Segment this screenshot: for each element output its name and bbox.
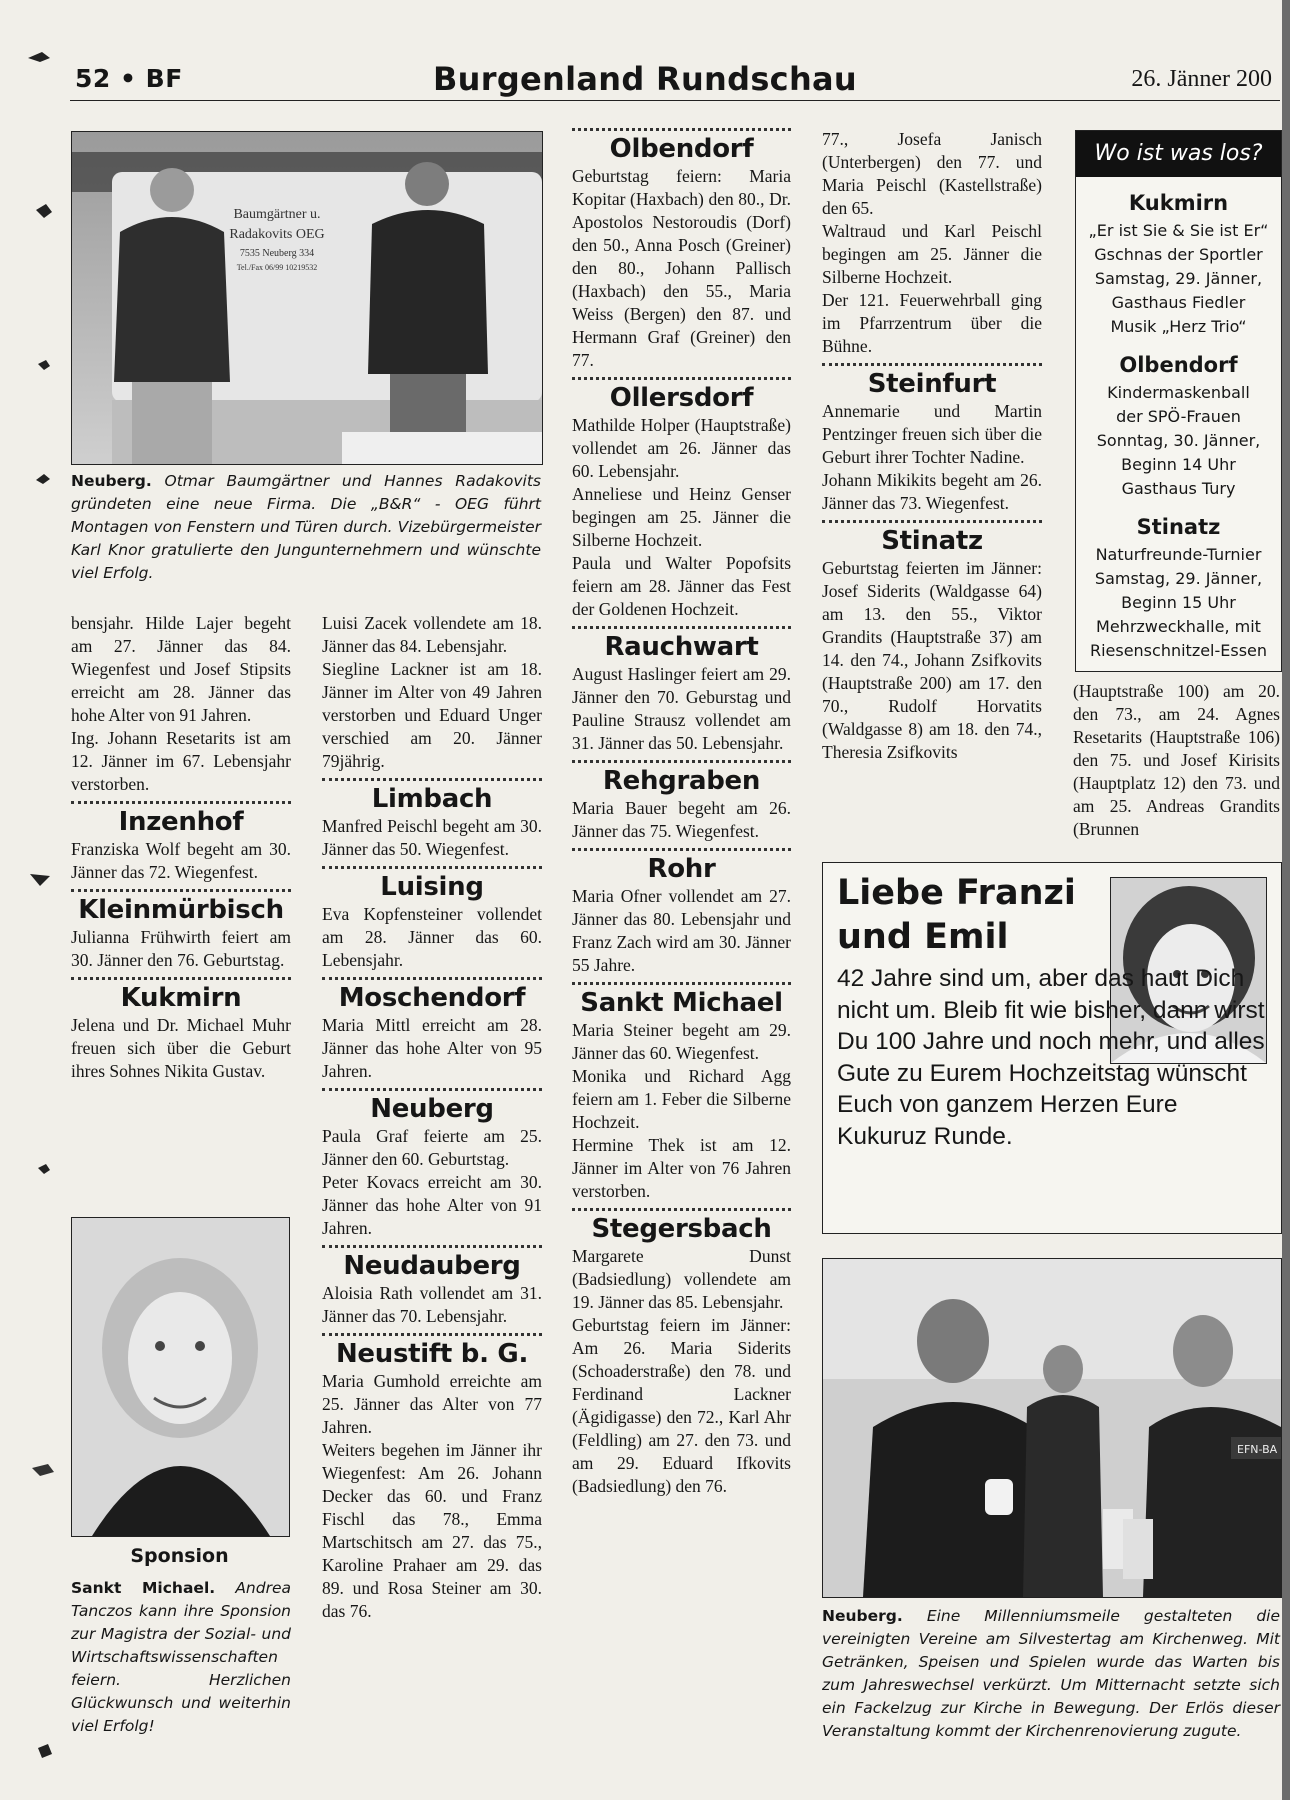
- section-divider: [572, 377, 791, 380]
- section-title: Inzenhof: [118, 807, 244, 837]
- article-text: Aloisia Rath vollendet am 31. Jänner das 70. Lebensjahr.: [322, 1283, 542, 1326]
- section-divider: [322, 866, 542, 869]
- article-text: Maria Mittl erreicht am 28. Jänner das hohe Alter von 95 Jahren.: [322, 1015, 542, 1081]
- binder-marks: [22, 40, 62, 1780]
- event-line: Musik „Herz Trio“: [1110, 317, 1247, 336]
- header-rule: [70, 100, 1280, 101]
- section-title: Luising: [380, 872, 484, 902]
- van-sign-line: Radakovits OEG: [229, 227, 325, 242]
- sponsion-heading: Sponsion: [130, 1545, 229, 1567]
- article-text: Peter Kovacs erreicht am 30. Jänner das hohe Alter von 91 Jahren.: [322, 1172, 542, 1238]
- jacket-badge: EFN-BA: [1237, 1443, 1278, 1456]
- article-text: Der 121. Feuerwehrball ging im Pfarrzentrum über die Bühne.: [822, 290, 1042, 356]
- article-text: Margarete Dunst (Badsiedlung) vollendete am 19. Jänner das 85. Lebensjahr.: [572, 1246, 791, 1312]
- section-title: Moschendorf: [338, 983, 526, 1013]
- column-4: [822, 128, 1042, 764]
- article-text: (Hauptstraße 100) am 20. den 73., am 24. Agnes Resetarits (Hauptstraße 106) den 75. und Josef Kirisits (Hauptplatz 12) den 73. und am 25. Andreas Grandits (Brunnen: [1073, 681, 1280, 839]
- section-divider: [322, 1088, 542, 1091]
- issue-date: 26. Jänner 200: [1131, 66, 1272, 92]
- event-line: Gasthaus Tury: [1121, 479, 1236, 498]
- section-divider: [322, 1333, 542, 1336]
- section-title: Rehgraben: [602, 766, 761, 796]
- scan-edge: [1282, 0, 1290, 1800]
- event-place: Stinatz: [1136, 515, 1221, 539]
- photo-caption: [71, 470, 541, 585]
- van-sign: [229, 207, 324, 272]
- photo-caption: [822, 1605, 1280, 1743]
- event-line: Samstag, 29. Jänner,: [1094, 269, 1263, 288]
- section-title: Rohr: [647, 854, 716, 884]
- event-line: Naturfreunde-Turnier: [1095, 545, 1262, 564]
- caption-text: Otmar Baumgärtner und Hannes Radakovits gründeten eine neue Firma. Die „B&R“ - OEG führt Montagen von Fenstern und Türen durch. Vizebürgermeister Karl Knor gratulierte den Jungunternehmern und wünschte viel Erfolg.: [71, 472, 541, 582]
- article-text: Geburtstag feiern im Jänner: Am 26. Maria Siderits (Schoaderstraße) den 78. und Ferdinand Lackner (Ägidigasse) den 72., Karl Ahr (Feldling) am 27. den 73. und am 29. Eduard Ifkovits (Badsiedlung) den 76.: [572, 1315, 791, 1496]
- photo-caption: [71, 1577, 291, 1738]
- event-line: Sonntag, 30. Jänner,: [1096, 431, 1261, 450]
- column-2: [322, 612, 542, 1623]
- article-text: Johann Mikikits begeht am 26. Jänner das 73. Wiegenfest.: [822, 470, 1042, 513]
- photo-neuberg-firm: [71, 131, 543, 465]
- section-title: Sankt Michael: [580, 988, 783, 1018]
- ad-title-line: Liebe Franzi: [837, 873, 1076, 913]
- article-text: Siegline Lackner ist am 18. Jänner im Alter von 49 Jahren verstorben und Eduard Unger verschied am 20. Jänner 79jährig.: [322, 659, 542, 771]
- section-divider: [322, 1245, 542, 1248]
- article-text: Maria Steiner begeht am 29. Jänner das 60. Wiegenfest.: [572, 1020, 791, 1063]
- section-title: Olbendorf: [609, 134, 754, 164]
- section-divider: [322, 778, 542, 781]
- section-title: Neuberg: [370, 1094, 494, 1124]
- section-divider: [572, 626, 791, 629]
- article-text: Weiters begehen im Jänner ihr Wiegenfest: Am 26. Johann Decker das 60. und Franz Fischl das 78., Emma Martschitsch am 27. das 75., Karoline Prahaer am 29. das 89. und Rosa Steiner am 30. das 76.: [322, 1440, 542, 1621]
- event-line: Beginn 14 Uhr: [1121, 455, 1236, 474]
- section-title: Stegersbach: [591, 1214, 772, 1244]
- events-box-title: Wo ist was los?: [1076, 131, 1281, 177]
- article-text: Eva Kopfensteiner vollendet am 28. Jänner das 60. Lebensjahr.: [322, 904, 542, 970]
- article-text: Paula und Walter Popofsits feiern am 28. Jänner das Fest der Goldenen Hochzeit.: [572, 553, 791, 619]
- caption-place: Neuberg.: [71, 472, 152, 490]
- events-box: [1075, 130, 1282, 672]
- article-text: Hermine Thek ist am 12. Jänner im Alter von 76 Jahren verstorben.: [572, 1135, 791, 1201]
- article-text: Mathilde Holper (Hauptstraße) vollendet am 26. Jänner das 60. Lebensjahr.: [572, 415, 791, 481]
- event-line: Beginn 15 Uhr: [1121, 593, 1236, 612]
- van-sign-line: Baumgärtner u.: [233, 207, 321, 222]
- section-divider: [71, 977, 291, 980]
- event-line: Riesenschnitzel-Essen: [1089, 641, 1268, 660]
- section-title: Ollersdorf: [609, 383, 754, 413]
- section-title: Rauchwart: [604, 632, 759, 662]
- caption-place: Neuberg.: [822, 1607, 903, 1625]
- section-divider: [572, 982, 791, 985]
- ad-title-line: und Emil: [837, 917, 1009, 957]
- column-3: [572, 128, 791, 1498]
- column-5: [1073, 680, 1280, 841]
- section-divider: [822, 520, 1042, 523]
- section-divider: [572, 128, 791, 131]
- article-text: Julianna Frühwirth feiert am 30. Jänner den 76. Geburtstag.: [71, 927, 291, 970]
- section-divider: [572, 848, 791, 851]
- event-line: Samstag, 29. Jänner,: [1094, 569, 1263, 588]
- event-line: „Er ist Sie & Sie ist Er“: [1088, 221, 1269, 240]
- article-text: Waltraud und Karl Peischl begingen am 25. Jänner die Silberne Hochzeit.: [822, 221, 1042, 287]
- event-line: Gasthaus Fiedler: [1111, 293, 1246, 312]
- column-1: [71, 612, 291, 1083]
- section-divider: [822, 363, 1042, 366]
- van-sign-line: Tel./Fax 06/99 10219532: [236, 263, 318, 272]
- article-text: 77., Josefa Janisch (Unterbergen) den 77. und Maria Peischl (Kastellstraße) den 65.: [822, 129, 1042, 218]
- photo-sponsion-portrait: [71, 1217, 290, 1537]
- section-divider: [572, 1208, 791, 1211]
- event-line: Kindermaskenball: [1107, 383, 1250, 402]
- newspaper-title: Burgenland Rundschau: [432, 60, 857, 98]
- article-text: Manfred Peischl begeht am 30. Jänner das 50. Wiegenfest.: [322, 816, 542, 859]
- ad-title: [837, 871, 1076, 959]
- caption-place: Sankt Michael.: [71, 1579, 216, 1597]
- article-text: Paula Graf feierte am 25. Jänner den 60. Geburtstag.: [322, 1126, 542, 1169]
- section-title: Limbach: [371, 784, 493, 814]
- event-place: Kukmirn: [1128, 191, 1229, 215]
- section-title: Stinatz: [881, 526, 983, 556]
- article-text: Franziska Wolf begeht am 30. Jänner das 72. Wiegenfest.: [71, 839, 291, 882]
- event-line: Mehrzweckhalle, mit: [1096, 617, 1261, 636]
- van-sign-line: 7535 Neuberg 334: [239, 248, 315, 259]
- greeting-ad: [822, 862, 1282, 1234]
- section-title: Kukmirn: [120, 983, 242, 1013]
- section-title: Neustift b. G.: [335, 1339, 529, 1369]
- article-text: bensjahr. Hilde Lajer begeht am 27. Jänner das 84. Wiegenfest und Josef Stipsits erreicht am 28. Jänner das hohe Alter von 91 Jahren.: [71, 613, 291, 725]
- article-text: Geburtstag feiern: Maria Kopitar (Haxbach) den 80., Dr. Apostolos Nestoroudis (Dorf) den 50., Anna Posch (Greiner) den 80., Johann Pallisch (Haxbach) den 55., Maria Weiss (Bergen) den 87. und Hermann Graf (Greiner) den 77.: [572, 166, 791, 370]
- section-divider: [322, 977, 542, 980]
- event-line: Gschnas der Sportler: [1094, 245, 1263, 264]
- event-place: Olbendorf: [1119, 353, 1238, 377]
- photo-millennium-event: [822, 1258, 1282, 1598]
- section-title: Kleinmürbisch: [78, 895, 284, 925]
- article-text: Jelena und Dr. Michael Muhr freuen sich über die Geburt ihres Sohnes Nikita Gustav.: [71, 1015, 291, 1081]
- event-line: der SPÖ-Frauen: [1116, 407, 1241, 426]
- article-text: Ing. Johann Resetarits ist am 12. Jänner im 67. Lebensjahr verstorben.: [71, 728, 291, 794]
- article-text: Maria Gumhold erreichte am 25. Jänner das Alter von 77 Jahren.: [322, 1371, 542, 1437]
- section-title: Steinfurt: [867, 369, 997, 399]
- section-divider: [71, 801, 291, 804]
- article-text: Maria Bauer begeht am 26. Jänner das 75. Wiegenfest.: [572, 798, 791, 841]
- article-text: Annemarie und Martin Pentzinger freuen sich über die Geburt ihrer Tochter Nadine.: [822, 401, 1042, 467]
- section-divider: [572, 760, 791, 763]
- ad-body: 42 Jahre sind um, aber das haut Dich nicht um. Bleib fit wie bisher, dann wirst Du 100 Jahre und noch mehr, und alles Gute zu Eurem Hochzeitstag wünscht Euch von ganzem Herzen Eure Kukuruz Runde.: [837, 965, 1265, 1150]
- caption-text: Andrea Tanczos kann ihre Sponsion zur Magistra der Sozial- und Wirtschaftswissenschaften feiern. Herzlichen Glückwunsch und weiterhin viel Erfolg!: [71, 1579, 291, 1735]
- article-text: Luisi Zacek vollendete am 18. Jänner das 84. Lebensjahr.: [322, 613, 542, 656]
- article-text: Anneliese und Heinz Genser begingen am 25. Jänner die Silberne Hochzeit.: [572, 484, 791, 550]
- page-number-section: 52 • BF: [75, 64, 183, 93]
- article-text: Monika und Richard Agg feiern am 1. Feber die Silberne Hochzeit.: [572, 1066, 791, 1132]
- article-text: August Haslinger feiert am 29. Jänner den 70. Geburstag und Pauline Strausz vollendet am 31. Jänner das 50. Lebensjahr.: [572, 664, 791, 753]
- article-text: Maria Ofner vollendet am 27. Jänner das 80. Lebensjahr und Franz Zach wird am 30. Jänner 55 Jahre.: [572, 886, 791, 975]
- caption-text: Eine Millenniumsmeile gestalteten die vereinigten Vereine am Silvestertag am Kirchenweg. Mit Getränken, Speisen und Spielen wurde das Warten bis zum Jahreswechsel verkürzt. Um Mitternacht setzte sich ein Fackelzug zur Kirche in Bewegung. Der Erlös dieser Veranstaltung kommt der Kirchenrenovierung zugute.: [822, 1607, 1280, 1740]
- article-text: Geburtstag feierten im Jänner: Josef Siderits (Waldgasse 64) am 13. den 55., Viktor Grandits (Hauptstraße 37) am 14. den 74., Johann Zsifkovits (Hauptstraße 200) am 17. den 70., Rudolf Horvatits (Waldgasse 8) am 18. den 74., Theresia Zsifkovits: [822, 558, 1042, 762]
- section-title: Neudauberg: [343, 1251, 521, 1281]
- section-divider: [71, 889, 291, 892]
